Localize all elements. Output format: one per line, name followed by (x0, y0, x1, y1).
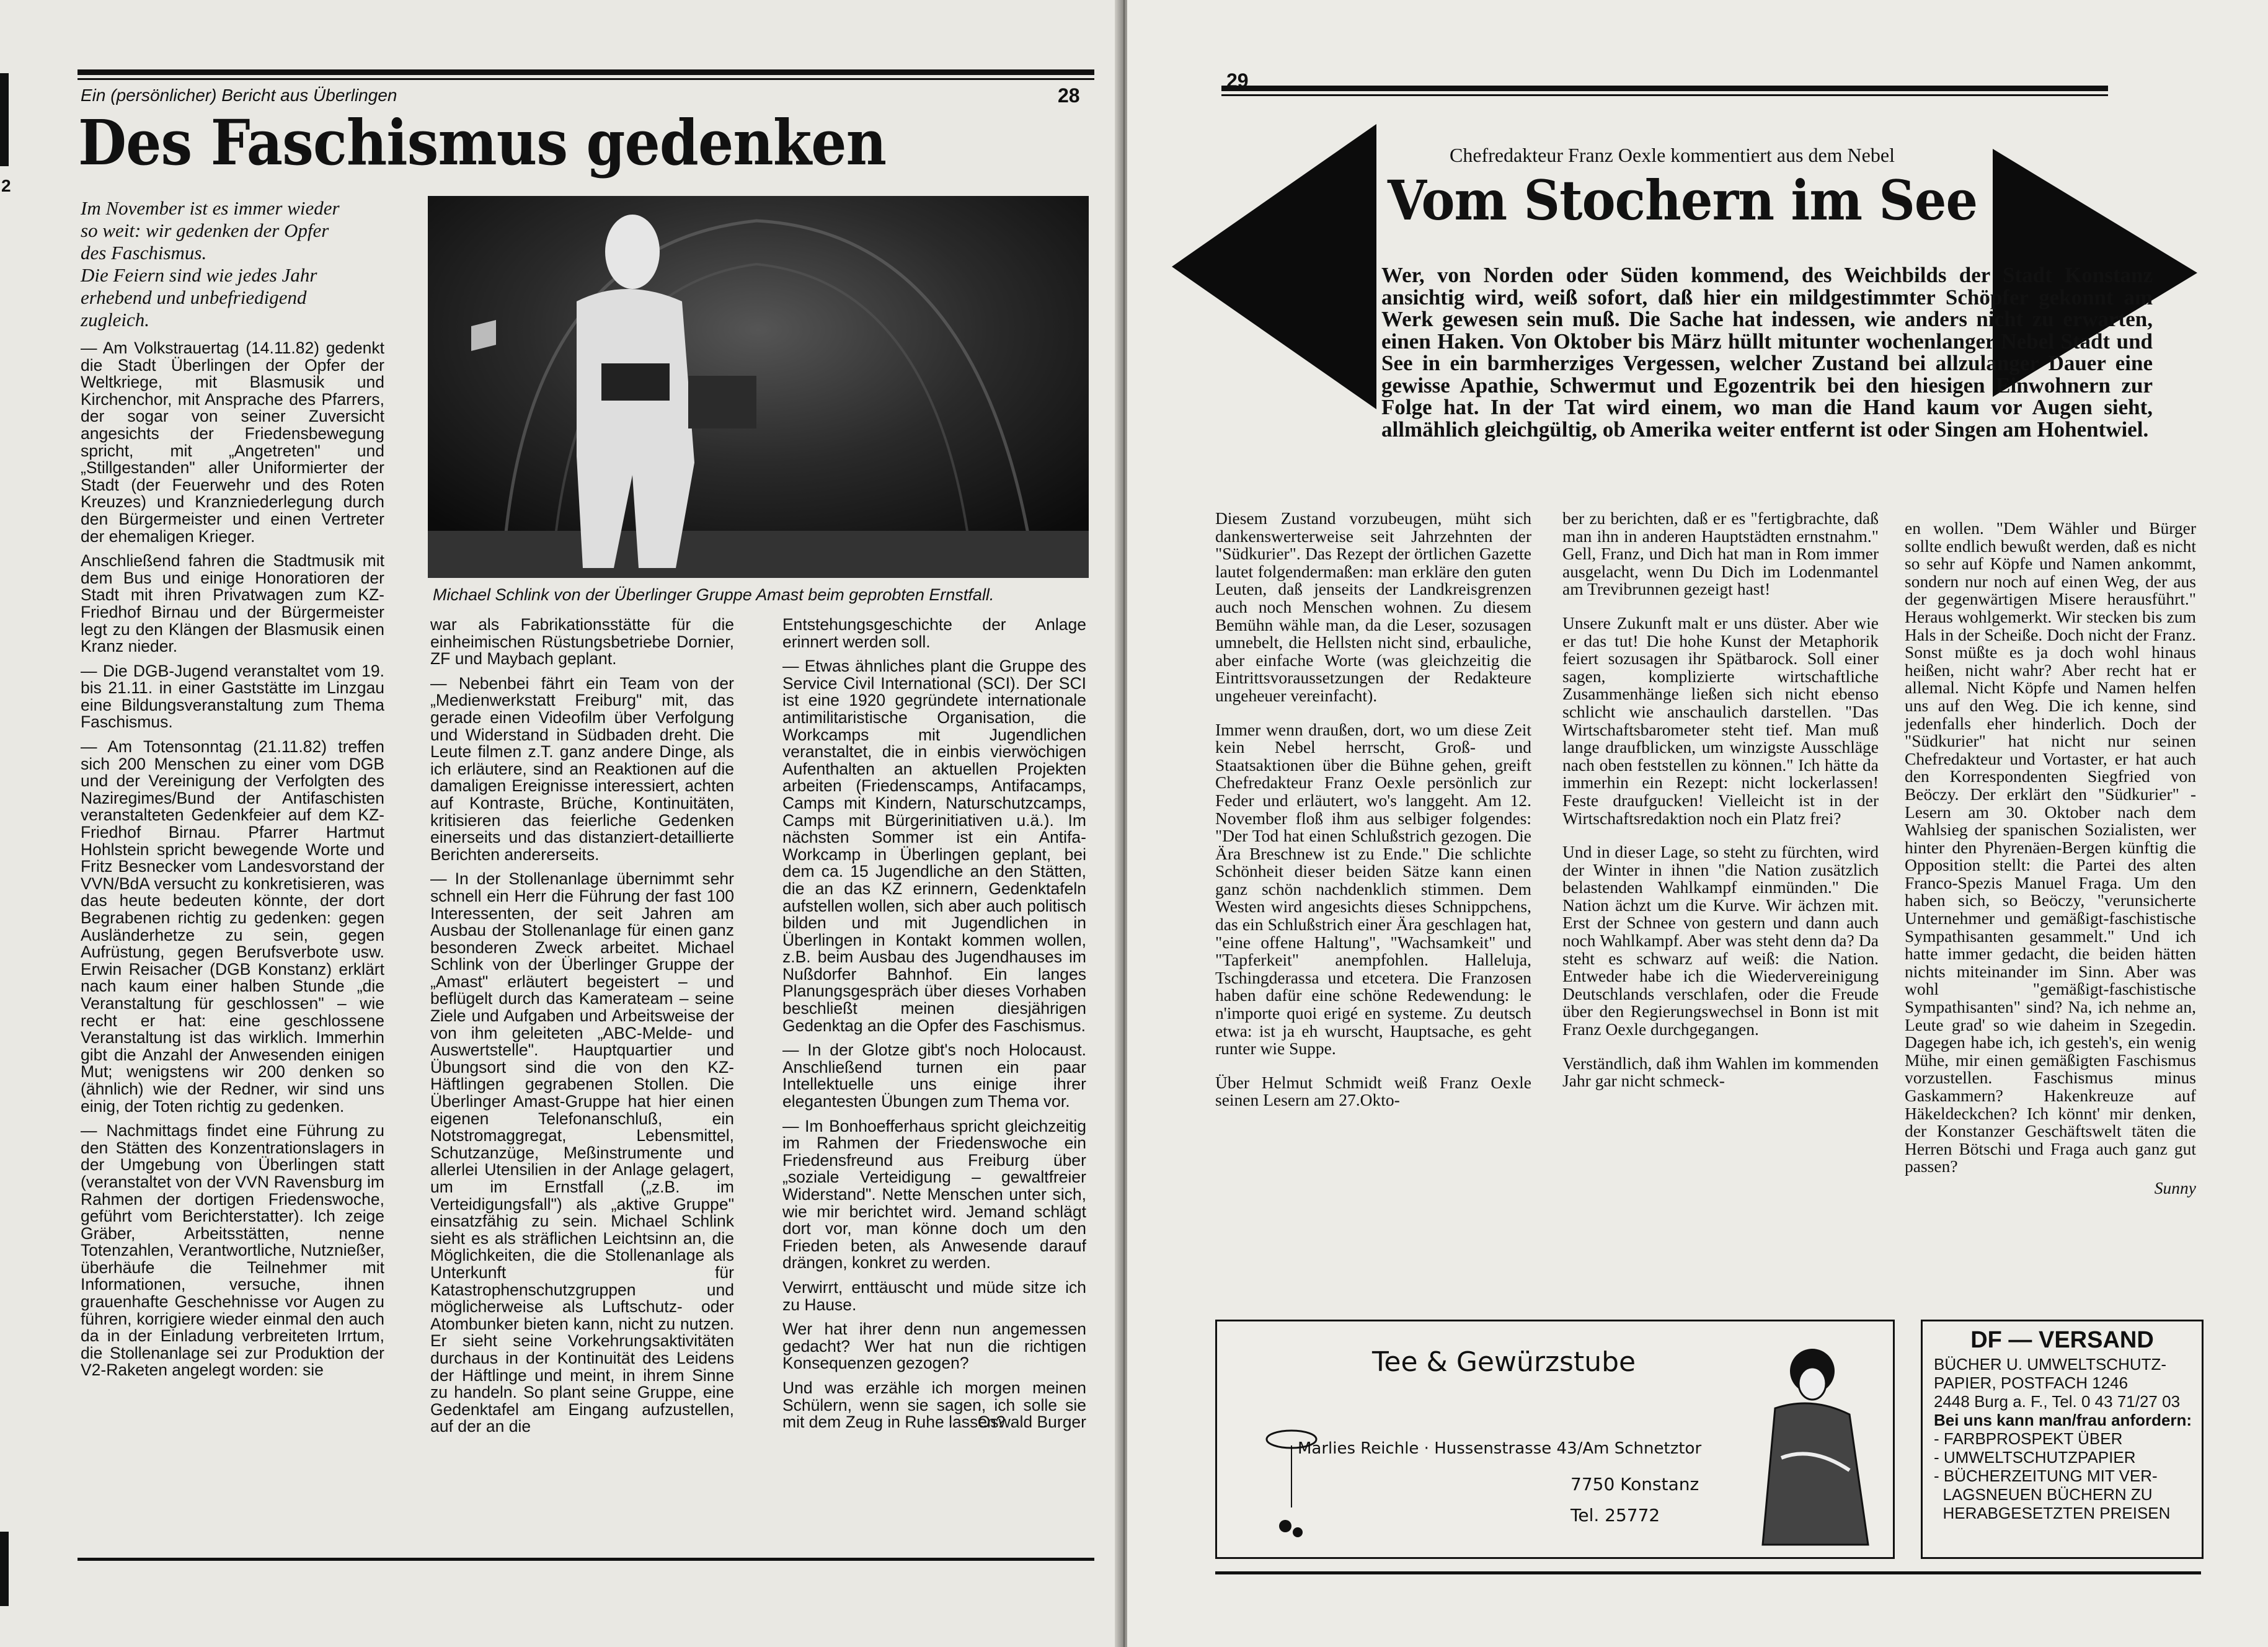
page-number: 28 (1058, 84, 1080, 107)
author: Oswald Burger (977, 1412, 1086, 1431)
paragraph: en wollen. "Dem Wähler und Bürger sollte endlich bewußt werden, daß es nicht so sehr auf Köpfe und Namen ankommt, sondern nur noch auf einen Weg, der aus der gegenwärtigen Misere herausführt." Heraus wohlgemerkt. Wir stecken bis zum Hals in der Scheiße. Doch nicht der Franz. Sonst müßte es ja doch wohl hinaus heißen, nicht wahr? Aber recht hat er allemal. Nicht Köpfe und Namen helfen uns auf den Weg. Die ich kenne, sind jedenfalls eher hinderlich. Doch der "Südkurier" hat nicht nur seinen Chefredakteur und Vortaster, er hat auch den Korrespondenten Siegfried von Beöczy. Der erklärt den "Südkurier" - Lesern am 30. Oktober nach dem Wahlsieg der spanischen Sozialisten, wer hinter den Phyrenäen-Bergen künftig die Opposition stellt: die Partei des alten Franco-Spezis Manuel Fraga. Um den haben sich, so Beöczy, "verunsicherte Unternehmer und gemäßigt-faschistische Sympathisanten gesammelt." Und ich hatte immer gedacht, die beiden hätten nichts miteinander im Sinn. Aber was wohl "gemäßigt-faschistische Sympathisanten" sind? Na, ich nehme an, Leute grad' so wie daheim in Szegedin. Dagegen habe ich, ich gesteh's, ein wenig Mühe, mir einen gemäßigten Faschismus vorzustellen. Faschismus minus Gaskammern? Hakenkreuze auf Häkeldeckchen? Ich könnt' mir denken, der Konstanzer Geschäftswelt täten die Herren Bötschi und Fraga auch ganz gut passen? (1905, 518, 2196, 1176)
photo (428, 196, 1089, 578)
ad-shop-name: Tee & Gewürzstube (1372, 1346, 1636, 1378)
ad-phone: Tel. 25772 (1570, 1505, 1660, 1525)
intro-line: des Faschismus. (81, 242, 207, 264)
top-rule (78, 69, 1094, 75)
paragraph: — Die DGB-Jugend veranstaltet vom 19. bis 21.11. in einer Gaststätte im Linzgau eine Bildungsveranstaltung zum Thema Faschismus. (81, 661, 384, 732)
lead-paragraph: Wer, von Norden oder Süden kommend, des Weichbilds der Stadt Konstanz ansichtig wird, weiß sofort, daß hier ein mildgestimmter Schöpfer gekonnt am Werk gewesen sein muß. Die Sache hat indessen, wie anders nicht zu erwarten, einen Haken. Von Oktober bis März hüllt mitunter wochenlanger Nebel Stadt und See in ein barmherziges Vergessen, welcher Zustand bei allzulanger Dauer eine gewisse Apathie, Schwermut und Egozentrik bei den hiesigen Einwohnern zur Folge hat. In der Tat wird einem, wo man die Hand kaum vor Augen sieht, allmählich gleichgültig, ob Amerika weiter entfernt ist oder Singen am Hohentwiel. (1381, 263, 2153, 442)
column-1 (1215, 510, 1531, 1125)
headline: Vom Stochern im See (1388, 168, 1978, 233)
left-arrow-icon (1172, 124, 1376, 409)
ad-list-item: - BÜCHERZEITUNG MIT VER- (1934, 1467, 2158, 1485)
paragraph: — Etwas ähnliches plant die Gruppe des Service Civil International (SCI). Der SCI ist eine 1920 gegründete internationale antimilitaristische Organisation, die Workcamps mit Jugendlichen veranstaltet, die in einbis vierwöchigen Aufenthalten an aktuellen Projekten arbeiten (Friedenscamps, Antifacamps, Camps mit Kindern, Naturschutzcamps, Camps mit Bürgerinitiativen u.ä.). Im nächsten Sommer ist ein Antifa-Workcamp in Überlingen geplant, bei dem ca. 15 Jugendliche an den Stätten, die an das KZ erinnern, Gedenktafeln aufstellen wollen, sich aber auch politisch bilden und mit Jugendlichen in Überlingen in Kontakt kommen wollen, z.B. beim Ausbau des Jugendhauses im Nußdorfer Bahnhof. Ein langes Planungsgespräch über dieses Vorhaben beschließt meinen diesjährigen Gedenktag an die Opfer des Faschismus. (782, 657, 1086, 1035)
intro-line: Die Feiern sind wie jedes Jahr (81, 264, 317, 286)
column-3 (782, 616, 1086, 1431)
tea-shop-ad (1215, 1320, 1895, 1559)
margin-mark: 2 (1, 176, 11, 195)
top-rule-thin (78, 78, 1094, 80)
paragraph: — In der Glotze gibt's noch Holocaust. Anschließend turnen ein paar Intellektuelle uns einige ihrer elegantesten Übungen zum Thema vor. (782, 1041, 1086, 1111)
bottom-rule (1215, 1571, 2201, 1574)
margin-bar-bottom (0, 1532, 9, 1606)
paragraph: Immer wenn draußen, dort, wo um diese Zeit kein Nebel herrscht, Groß- und Staatsaktionen über die Bühne gehen, greift Chefredakteur Franz Oexle persönlich zur Feder und erläutert, wo's langgeht. Am 12. November floß ihm aus selbiger folgendes: "Der Tod hat einen Schlußstrich gezogen. Die Ära Breschnew ist zu Ende." Die schlichte Schönheit dieser beiden Sätze kann einen ganz schön nachdenklich stimmen. Dem Westen wird angesichts dieses Schnippchens, das ein Schlußstrich einer Ära geschlagen hat, "eine offene Haltung", "Wachsamkeit" und "Tapferkeit" anempfohlen. Halleluja, Tschingderassa und etcetera. Die Franzosen haben dafür eine schöne Redewendung: le n'importe quoi erigé en systeme. Zu deutsch etwa: ist ja eh wurscht, Hauptsache, es geht runter wie Suppe. (1215, 719, 1531, 1059)
paragraph: — Am Volkstrauertag (14.11.82) gedenkt die Stadt Überlingen der Opfer der Weltkriege, mit Blasmusik und Kirchenchor, mit Ansprache des Pfarrers, der sogar von seiner Zuversicht angesichts der Friedensbewegung spricht, mit „Angetreten" und „Stillgestanden" aller Uniformierter der Stadt (der Feuerwehr und des Roten Kreuzes) und Kranzniederlegung durch den Bürgermeister und einen Vertreter der ehemaligen Krieger. (81, 339, 384, 546)
df-versand-ad (1921, 1320, 2204, 1559)
paragraph: Verständlich, daß ihm Wahlen im kommenden Jahr gar nicht schmeck- (1562, 1053, 1879, 1091)
margin-bar (0, 73, 9, 166)
paragraph: Diesem Zustand vorzubeugen, müht sich dankenswerterweise seit Jahrzehnten der "Südkurier". Das Rezept der örtlichen Gazette lautet folgendermaßen: man erkläre den guten Leuten, daß jenseits der Landkreisgrenzen auch noch Menschen wohnen. Zu diesem Bemühn wähle man, da die Leser, sozusagen umnebelt, die Hellsten nicht sind, erbauliche, aber einfache Worte (was gleichzeitig die Eintrittsvoraussetzungen der Redakteure ungeheuer vereinfacht). (1215, 508, 1531, 705)
paragraph: — Nachmittags findet eine Führung zu den Stätten des Konzentrationslagers in der Umgebung von Überlingen statt (veranstaltet von der VVN Ravensburg im Rahmen der dortigen Friedenswoche, geführt vom Berichterstatter). Ich zeige Gräber, Arbeitsstätten, nenne Totenzahlen, Verantwortliche, Nutznießer, überhäufe die Teilnehmer mit Informationen, versuche, ihnen grauenhafte Geschehnisse vor Augen zu führen, korrigiere wieder einmal den auch da in der Einladung verbreiteten Irrtum, die Stollenanlage sei zur Produktion der V2-Raketen angelegt worden: sie (81, 1121, 384, 1380)
tea-plant-icon (1254, 1408, 1329, 1545)
ad-line: Bei uns kann man/frau anfordern: (1934, 1411, 2192, 1429)
ad-city: 7750 Konstanz (1570, 1474, 1699, 1494)
ad-line: PAPIER, POSTFACH 1246 (1934, 1374, 2128, 1392)
paragraph: Unsere Zukunft malt er uns düster. Aber wie er das tut! Die hohe Kunst der Metaphorik feiert sozusagen ihr Spätbarock. Soll einer sagen, komplizierte wirtschaftliche Zusammenhänge ließen sich nicht ebenso schlicht wie anschaulich darstellen. "Das Wirtschaftsbarometer steht tief. Man muß lange draufblicken, um winzigste Ausschläge nach oben feststellen zu können." Ich hätte da immerhin ein Rezept: nicht lockerlassen! Feste draufgucken! Vielleicht ist in der Wirtschaftsredaktion noch ein Platz frei? (1562, 613, 1879, 828)
left-page (0, 0, 1121, 1647)
ad-title: DF — VERSAND (1970, 1327, 2154, 1353)
intro-line: erhebend und unbefriedigend (81, 286, 307, 308)
top-rule-thin (1221, 94, 2108, 96)
ad-address: Marlies Reichle · Hussenstrasse 43/Am Schnetztor (1298, 1439, 1702, 1458)
paragraph: Und was erzähle ich morgen meinen Schülern, wenn sie sagen, ich solle sie mit dem Zeug in Ruhe lassen? (782, 1378, 1086, 1432)
paragraph: Entstehungsgeschichte der Anlage erinnert werden soll. (782, 615, 1086, 651)
right-page (1127, 0, 2268, 1647)
intro-line: so weit: wir gedenken der Opfer (81, 220, 329, 241)
paragraph: ber zu berichten, daß er es "fertigbrachte, daß man ihn in anderen Hauptstädten ernstnahm." Gell, Franz, und Dich hat man in Rom immer ausgelacht, wenn Du Dich im Lodenmantel am Trevibrunnen gezeigt hast! (1562, 508, 1879, 599)
paragraph: Über Helmut Schmidt weiß Franz Oexle seinen Lesern am 27.Okto- (1215, 1072, 1531, 1110)
intro-line: zugleich. (81, 309, 150, 331)
paragraph: Und in dieser Lage, so steht zu fürchten, wird der Winter in ihnen "die Nation zusätzlich belastenden Wahlkampf einmünden." Die Nation ächzt um die Kurve. Wir ächzen mit. Erst der Schnee von gestern und dann auch noch Wahlkampf. Aber was steht denn da? Da steht es schwarz auf weiß: die Nation. Entweder habe ich die Wiedervereinigung Deutschlands verschlafen, oder die Freude über den Regierungswechsel in Bonn ist mit Franz Oexle durchgegangen. (1562, 842, 1879, 1039)
paragraph: — Nebenbei fährt ein Team von der „Medienwerkstatt Freiburg" mit, das gerade einen Videofilm über Verfolgung und Widerstand in Südbaden dreht. Die Leute filmen z.T. ganz andere Dinge, als ich erläutere, sind an Reaktionen auf die damaligen Ereignisse interessiert, achten auf Kontraste, Brüche, Kontinuitäten, kritisieren das feierliche Gedenken einerseits und das distanziert-detaillierte Berichten andererseits. (430, 673, 734, 864)
ad-list-item: - UMWELTSCHUTZPAPIER (1934, 1448, 2136, 1467)
paragraph: Wer hat ihrer denn nun angemessen gedacht? Wer hat nun die richtigen Konsequenzen gezogen? (782, 1320, 1086, 1373)
bottom-rule (78, 1558, 1094, 1561)
paragraph: — Am Totensonntag (21.11.82) treffen sich 200 Menschen zu einer vom DGB und der Vereinigung der Verfolgten des Naziregimes/Bund der Antifaschisten veranstalteten Gedenkfeier auf dem KZ-Friedhof Birnau. Pfarrer Hartmut Hohlstein spricht bewegende Worte und Fritz Besnecker vom Landesvorstand der VVN/BdA versucht zu konkretisieren, was das heute bedeuten könnte, der dort Begrabenen richtig zu gedenken: gegen Ausländerhetze zu sein, gegen Aufrüstung, gegen Berufsverbote usw. Erwin Reisacher (DGB Konstanz) erklärt nach kaum einer halben Stunde „die Veranstaltung für geschlossen" – wie recht er hat: eine geschlossene Veranstaltung ist das wirklich. Immerhin gibt die Anzahl der Anwesenden einigen Mut; wenigstens wir 200 denken so (ähnlich) wie der Redner, wir sind uns einig, der Toten richtig zu gedenken. (81, 737, 384, 1116)
top-rule (1221, 86, 2108, 91)
photo-caption: Michael Schlink von der Überlinger Gruppe Amast beim geprobten Ernstfall. (433, 585, 994, 604)
kicker: Chefredakteur Franz Oexle kommentiert aus dem Nebel (1450, 144, 1895, 166)
ad-list-item: HERABGESETZTEN PREISEN (1934, 1504, 2171, 1522)
ad-line: 2448 Burg a. F., Tel. 0 43 71/27 03 (1934, 1392, 2181, 1411)
ad-list-item: - FARBPROSPEKT ÜBER (1934, 1429, 2123, 1448)
geisha-illustration-icon (1725, 1334, 1880, 1551)
author: Sunny (2154, 1178, 2196, 1197)
intro (81, 197, 353, 331)
ad-list-item: LAGSNEUEN BÜCHERN ZU (1934, 1485, 2153, 1504)
paragraph: — Im Bonhoefferhaus spricht gleichzeitig im Rahmen der Friedenswoche ein Friedensfreund aus Freiburg über „soziale Verteidigung – gewaltfreier Widerstand". Nette Menschen unter sich, wie mir berichtet wird. Jemand schlägt dort vor, man könne doch um den Frieden beten, als Anwesende darauf drängen, konkret zu werden. (782, 1116, 1086, 1272)
page-number: 29 (1226, 69, 1249, 92)
intro-line: Im November ist es immer wieder (81, 197, 340, 219)
paragraph: Anschließend fahren die Stadtmusik mit dem Bus und einige Honoratioren der Stadt mit ihren Privatwagen zum KZ-Friedhof Birnau und der Bürgermeister legt zu den Klängen der Blasmusik einen Kranz nieder. (81, 551, 384, 656)
headline: Des Faschismus gedenken (78, 106, 887, 179)
column-2 (1562, 510, 1879, 1106)
paragraph: war als Fabrikationsstätte für die einheimischen Rüstungsbetriebe Dornier, ZF und Maybach geplant. (430, 615, 734, 668)
paragraph: Verwirrt, enttäuscht und müde sitze ich zu Hause. (782, 1277, 1086, 1314)
column-2 (430, 616, 734, 1443)
column-1 (81, 340, 384, 1387)
ad-line: BÜCHER U. UMWELTSCHUTZ- (1934, 1355, 2167, 1374)
paragraph: — In der Stollenanlage übernimmt sehr schnell ein Herr die Führung der fast 100 Interessenten, der seit Jahren am Ausbau der Stollenanlage für einen ganz besonderen Zweck arbeitet. Michael Schlink von der Überlinger Gruppe der „Amast" erläutert begeistert – und beflügelt durch das Kamerateam – seine Ziele und Aufgaben und Arbeitsweise der von ihm geleiteten „ABC-Melde- und Auswertstelle". Hauptquartier und Übungsort sind die von den KZ-Häftlingen gegrabenen Stollen. Die Überlinger Amast-Gruppe hat hier einen eigenen Telefonanschluß, ein Notstromaggregat, Lebensmittel, Schutzanzüge, Meßinstrumente und allerlei Utensilien in der Anlage gelagert, um im Ernstfall („z.B. im Verteidigungsfall") als „aktive Gruppe" einsatzfähig zu sein. Michael Schlink sieht es als sträflichen Leichtsinn an, die Möglichkeiten, die die Stollenanlage als Unterkunft für Katastrophenschutzgruppen und möglicherweise als Luftschutz- oder Atombunker bieten kann, nicht zu nutzen. Er sieht seine Vorkehrungsaktivitäten durchaus in der Kontinuität des Leidens der Häftlinge und meint, in ihrem Sinne zu handeln. So plant seine Gruppe, eine Gedenktafel am Eingang aufzustellen, auf der an die (430, 869, 734, 1436)
kicker: Ein (persönlicher) Bericht aus Überlingen (81, 86, 397, 105)
column-3 (1905, 520, 2196, 1197)
